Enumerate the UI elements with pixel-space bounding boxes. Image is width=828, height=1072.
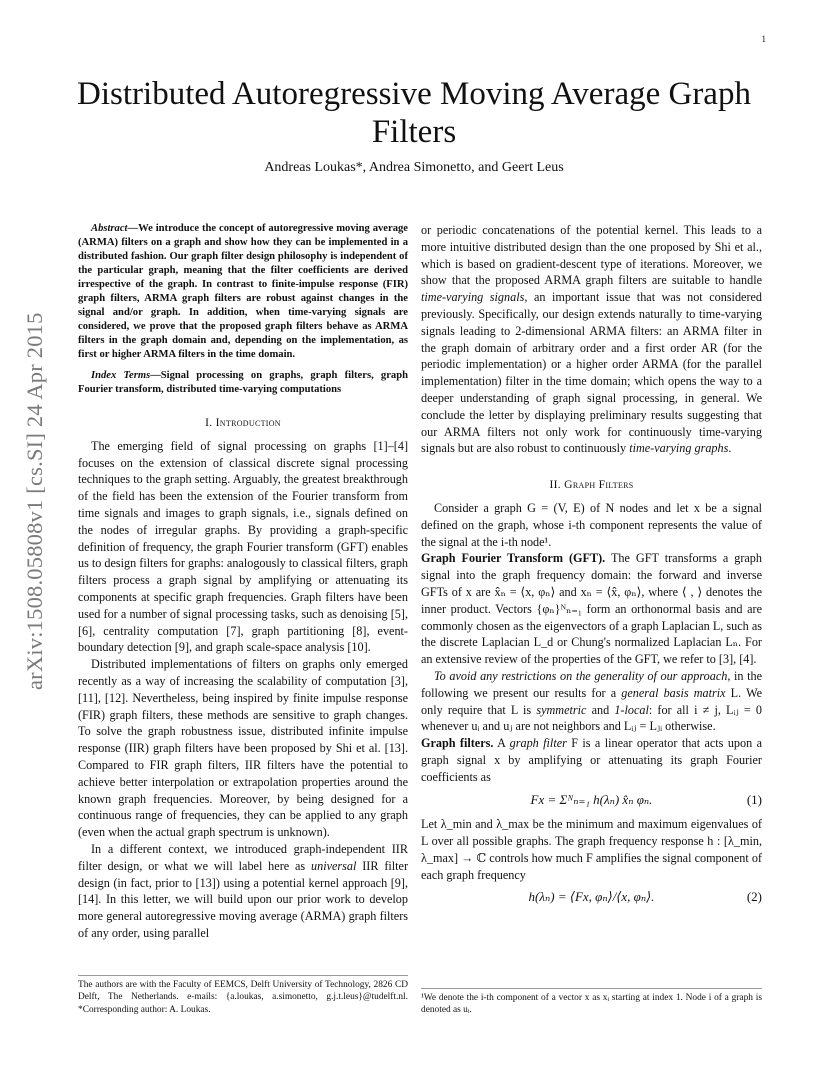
equation-1 [421,792,762,809]
generality-emphasis-4: 1-local [614,702,649,717]
intro-cont-text-b: , an important issue that was not considered previously. Specifically, our design extends naturally to time-varying signals leading to 2-dimensional ARMA filters: an ARMA filter in the graph domain of arbitrary order and a first order AR (for the periodic implementation) or a higher order ARMA (for the parallel implementation) filter in the time domain; which opens the way to a deeper understanding of graph signal processing, in general. We conclude the letter by displaying preliminary results suggesting that our ARMA filters not only work for continuously time-varying signals but are also robust to continuously [421,290,763,456]
notation-footnote: ¹We denote the i-th component of a vector x as xᵢ starting at index 1. Node i of a graph is denoted as uᵢ. [421,988,762,1017]
gf-emphasis: graph filter [509,736,567,751]
intro-continued-paragraph [421,222,762,457]
abstract [78,222,408,362]
gf-text-b: F is a linear operator that acts upon a graph signal x by amplifying or attenuating its graph Fourier coefficients as [421,736,762,784]
section-heading-introduction: I. Introduction [205,416,281,429]
intro-p3-text-a: In a different context, we introduced graph-independent IIR filter design, or what we will label here as [78,841,408,873]
generality-paragraph [421,668,762,735]
frequency-response-paragraph: Let λ_min and λ_max be the minimum and maximum eigenvalues of L over all possible graphs. The graph frequency response h : [λ_min, λ_max] → ℂ controls how much F amplifies the signal component of each graph frequency [421,817,762,882]
graph-filters-run-heading: Graph filters. [421,736,494,751]
intro-cont-emphasis-1: time-varying signals [421,290,525,305]
intro-cont-text-a: or periodic concatenations of the potential kernel. This leads to a more intuitive distributed design than the one proposed by Shi et al., which is based on gradient-descent type of iterations. Moreover, we show that the proposed ARMA graph filters are suitable to handle [421,223,762,288]
gft-run-heading: Graph Fourier Transform (GFT). [421,551,606,566]
graph-filter-def-paragraph [421,735,762,785]
equation-1-body: Fx = Σᴺₙ₌₁ h(λₙ) x̂ₙ φₙ. [530,791,653,807]
intro-paragraph-2: Distributed implementations of filters on graphs only emerged recently as a way of increasing the scalability of computation [3], [11], [12]. Nevertheless, being inspired by finite impulse response (FIR) graph filters, these methods are sensitive to graph changes. To solve the graph robustness issue, distributed infinite impulse response (IIR) graph filters have been proposed by Shi et al. [13]. Compared to FIR graph filters, IIR filters have the potential to achieve better interpolation or extrapolation properties around the known graph frequencies. Moreover, by being designed for a continuous range of frequencies, they can be applied to any graph (even when the actual graph spectrum is unknown). [78,657,408,840]
gft-text: The GFT transforms a graph signal into the graph frequency domain: the forward and inverse GFTs of x are x̂ₙ = ⟨x, φₙ⟩ and xₙ = ⟨x̂, φₙ⟩, where ⟨ , ⟩ denotes the inner product. Vectors {φₙ}ᴺₙ₌₁ form an orthonormal basis and are commonly chosen as the eigenvectors of a graph Laplacian L, such as the discrete Laplacian L_d or Chung's normalized Laplacian Lₙ. For an extensive review of the properties of the GFT, we refer to [3], [4]. [421,551,762,667]
index-terms-lead: Index Terms [91,370,151,381]
index-terms-text: —Signal processing on graphs, graph filters, graph Fourier transform, distributed time-varying computations [78,370,408,395]
abstract-lead: Abstract [91,223,128,234]
abstract-text: —We introduce the concept of autoregressive moving average (ARMA) filters on a graph and show how they can be implemented in a distributed fashion. Our graph filter design philosophy is independent of the particular graph, meaning that the filter coefficients are derived irrespective of the graph. In contrast to finite-impulse response (FIR) graph filters, ARMA graph filters are robust against changes in the signal and/or graph. In addition, when time-varying signals are considered, we prove that the proposed graph filters behave as ARMA filters in the graph domain and, depending on the implementation, as first or higher ARMA filters in the time domain. [78,223,408,360]
intro-p3-text-b: IIR filter design (in fact, prior to [13]) using a potential kernel approach [9], [14]. In this letter, we will build upon our prior work to develop more general autoregressive moving average (ARMA) graph filters of any order, using parallel [78,858,409,940]
intro-cont-emphasis-2: time-varying graphs [629,441,729,456]
gft-paragraph [421,550,762,668]
section-heading-graph-filters: II. Graph Filters [549,478,634,492]
author-list: Andreas Loukas*, Andrea Simonetto, and Geert Leus [264,160,564,175]
author-affiliation-footnote: The authors are with the Faculty of EEMCS, Delft University of Technology, 2826 CD Delft, The Netherlands. e-mails: {a.loukas, a.simonetto, g.j.t.leus}@tudelft.nl. *Corresponding author: A. Loukas. [78,975,408,1016]
equation-2-body: h(λₙ) = ⟨Fx, φₙ⟩/⟨x, φₙ⟩. [528,889,655,905]
intro-paragraph-1: The emerging field of signal processing on graphs [1]–[4] focuses on the extension of classical discrete signal processing techniques to the graph setting. Arguably, the greatest breakthrough of the field has been the extension of the Fourier transform from time signals and images to graph signals, i.e., signals defined on the nodes of irregular graphs. By providing a graph-specific definition of frequency, the graph Fourier transform (GFT) enables us to design filters for graphs: analogously to classical filters, graph filters process a graph signal by amplifying or attenuating its components at specific graph frequencies. Graph filters have been used for a number of signal processing tasks, such as denoising [5], [6], centrality computation [7], graph partitioning [8], event-boundary detection [9], and graph scale-space analysis [10]. [78,438,409,655]
gf-text-a: A [493,736,510,751]
right-column [421,222,762,914]
intro-p3-emphasis: universal [311,858,357,873]
generality-text-c: and [586,702,615,717]
generality-text-a: in the following we present our results for a [421,668,763,700]
equation-2-number: (2) [746,889,762,905]
arxiv-sidebar-stamp: arXiv:1508.05808v1 [cs.SI] 24 Apr 2015 [22,312,47,690]
generality-emphasis: To avoid any restrictions on the generality of our approach, [434,668,731,683]
intro-paragraph-3 [78,841,408,942]
equation-1-number: (1) [746,791,762,807]
equation-2 [421,889,762,906]
generality-text-b: L. We only require that L is [421,685,763,717]
generality-text-d: : for all i ≠ j, Lᵢⱼ = 0 whenever uᵢ and uⱼ are not neighbors and Lᵢⱼ = Lⱼᵢ otherwise. [421,702,762,734]
index-terms [78,369,408,397]
graph-filters-paragraph-1: Consider a graph G = (V, E) of N nodes and let x be a signal defined on the graph, whose i-th component represents the value of the signal at the i-th node¹. [421,500,762,549]
generality-emphasis-3: symmetric [536,702,587,717]
generality-emphasis-2: general basis matrix [621,685,726,700]
left-column [78,222,408,942]
intro-cont-text-c: . [728,441,732,456]
paper-title: Distributed Autoregressive Moving Average Graph Filters [77,76,751,150]
page-number: 1 [761,34,766,44]
